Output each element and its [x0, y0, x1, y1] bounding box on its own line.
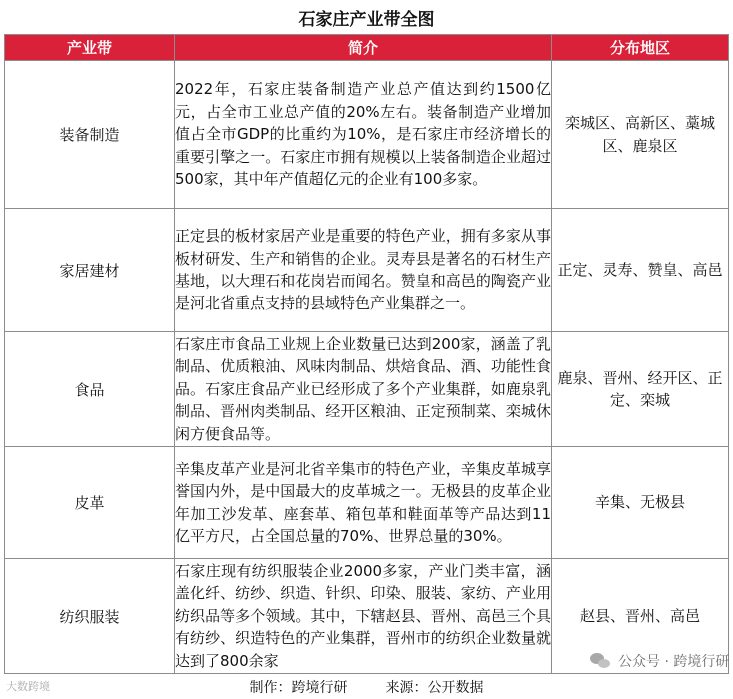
row-intro: 辛集皮革产业是河北省辛集市的特色产业，辛集皮革城享誉国内外，是中国最大的皮革城之一。无极县的皮革企业年加工沙发革、座套革、箱包革和鞋面革等产品达到11亿平方尺，占全国总量的70%、世界总量的30%。 — [175, 447, 552, 559]
row-category: 食品 — [5, 332, 175, 447]
industry-table — [4, 34, 729, 674]
page-footer — [0, 674, 733, 699]
page-title: 石家庄产业带全图 — [298, 9, 435, 30]
row-regions: 鹿泉、晋州、经开区、正定、栾城 — [552, 332, 729, 447]
row-regions: 栾城区、高新区、藁城区、鹿泉区 — [552, 61, 729, 209]
corner-watermark: 大数跨境 — [6, 680, 50, 693]
wechat-watermark-text: 公众号 · 跨境行研 — [618, 654, 730, 670]
row-category: 皮革 — [5, 447, 175, 559]
row-category: 装备制造 — [5, 61, 175, 209]
row-intro: 正定县的板材家居产业是重要的特色产业，拥有多家从事板材研发、生产和销售的企业。灵寿县是著名的石材生产基地，以大理石和花岗岩而闻名。赞皇和高邑的陶瓷产业是河北省重点支持的县域特色产业集群之一。 — [175, 209, 552, 332]
row-intro: 石家庄市食品工业规上企业数量已达到200家，涵盖了乳制品、优质粮油、风味肉制品、烘焙食品、酒、功能性食品。石家庄食品产业已经形成了多个产业集群，如鹿泉乳制品、晋州肉类制品、经开区粮油、正定预制菜、栾城休闲方便食品等。 — [175, 332, 552, 447]
table-row — [5, 447, 729, 559]
table-row — [5, 209, 729, 332]
row-regions: 正定、灵寿、赞皇、高邑 — [552, 209, 729, 332]
row-intro: 石家庄现有纺织服装企业2000多家，产业门类丰富，涵盖化纤、纺纱、织造、针织、印染、服装、家纺、产业用纺织品等多个领域。其中，下辖赵县、晋州、高邑三个具有纺纱、织造特色的产业集群，晋州市的纺织企业数量就达到了800余家 — [175, 559, 552, 674]
wechat-icon — [590, 653, 612, 669]
row-regions: 辛集、无极县 — [552, 447, 729, 559]
wechat-watermark — [590, 651, 729, 671]
header-intro: 简介 — [175, 35, 552, 61]
table-row — [5, 332, 729, 447]
row-category: 家居建材 — [5, 209, 175, 332]
footer-source: 来源：公开数据 — [385, 679, 484, 696]
row-intro: 2022年，石家庄装备制造产业总产值达到约1500亿元，占全市工业总产值的20%左右。装备制造产业增加值占全市GDP的比重约为10%，是石家庄市经济增长的重要引擎之一。石家庄市拥有规模以上装备制造企业超过500家，其中年产值超亿元的企业有100多家。 — [175, 61, 552, 209]
footer-author: 制作：跨境行研 — [249, 679, 348, 696]
table-row — [5, 61, 729, 209]
row-category: 纺织服装 — [5, 559, 175, 674]
row-regions: 赵县、晋州、高邑 — [552, 559, 729, 674]
header-regions: 分布地区 — [552, 35, 729, 61]
table-header-row — [5, 35, 729, 61]
header-category: 产业带 — [5, 35, 175, 61]
